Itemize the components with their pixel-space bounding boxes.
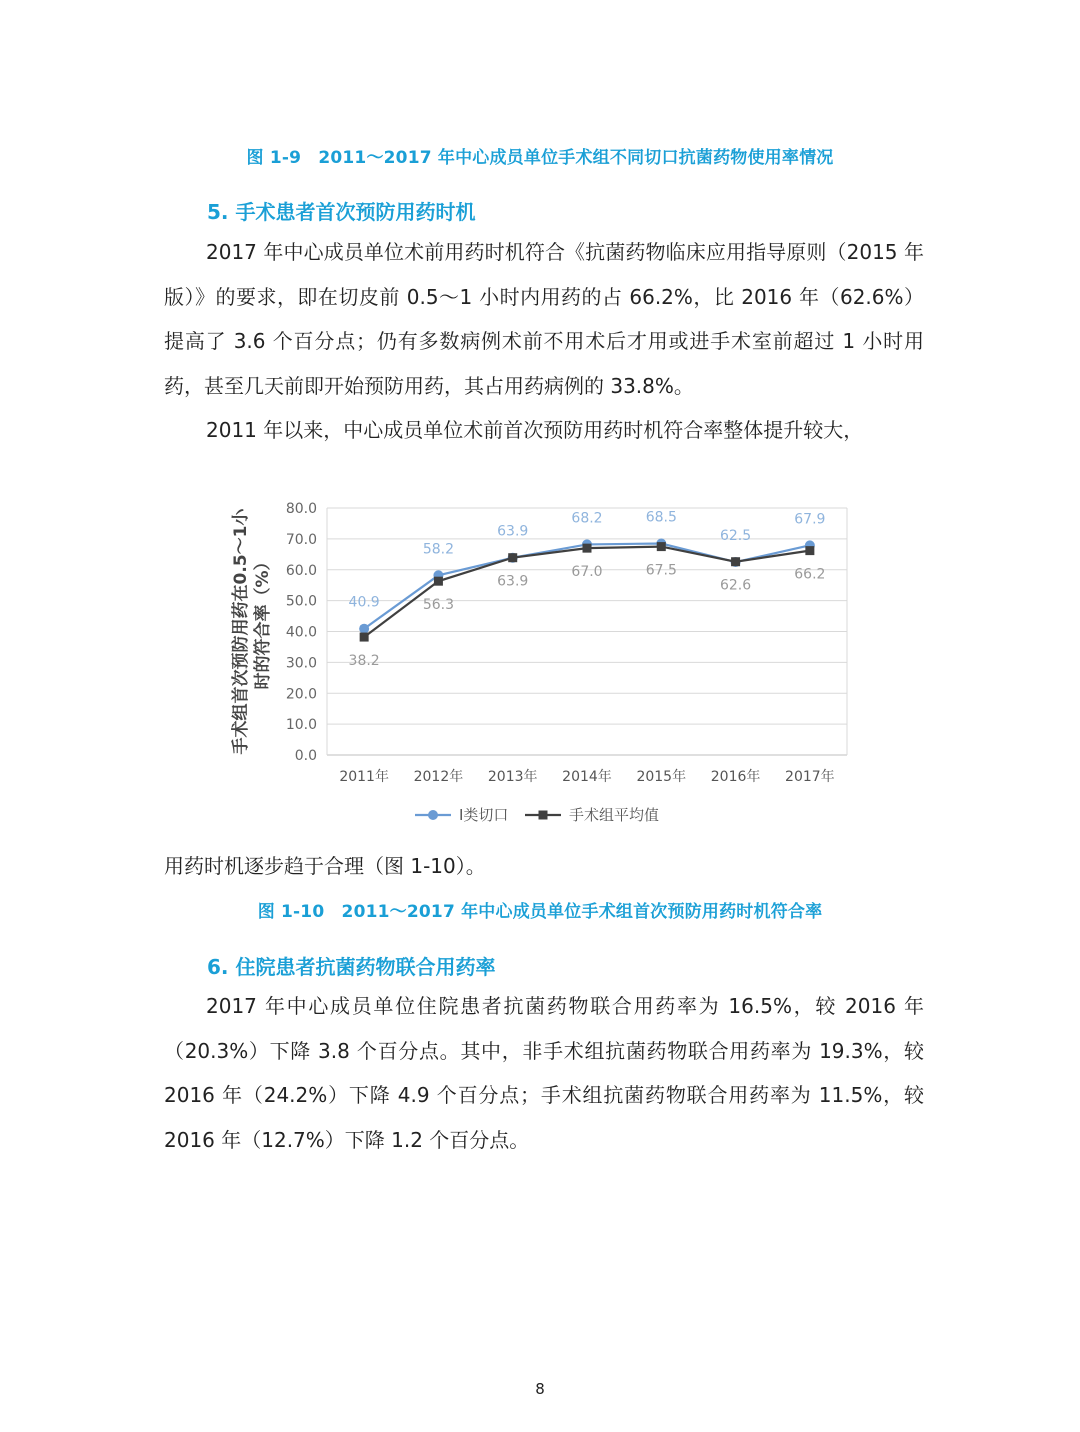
- section-6-title: 6. 住院患者抗菌药物联合用药率: [207, 955, 496, 979]
- section-6-paragraph-1: 2017 年中心成员单位住院患者抗菌药物联合用药率为 16.5%，较 2016 年（20.3%）下降 3.8 个百分点。其中，非手术组抗菌药物联合用药率为 19.3%，较 2016 年（24.2%）下降 4.9 个百分点；手术组抗菌药物联合用药率为 11.5%，较 2016 年（12.7%）下降 1.2 个百分点。: [164, 994, 924, 1152]
- figure-1-10-chart: [230, 495, 860, 840]
- y-tick-label: 70.0: [285, 531, 317, 548]
- data-label: 68.2: [571, 510, 603, 527]
- data-label: 38.2: [348, 653, 380, 670]
- y-axis-label-line-1: 手术组首次预防用药在0.5～1小: [231, 508, 251, 755]
- y-tick-label: 40.0: [285, 624, 317, 641]
- page-number: 8: [535, 1380, 545, 1398]
- y-tick-label: 30.0: [285, 655, 317, 672]
- y-tick-label: 20.0: [285, 686, 317, 703]
- data-label: 56.3: [422, 597, 455, 614]
- data-label: 62.6: [719, 577, 752, 594]
- section-5-title: 5. 手术患者首次预防用药时机: [207, 200, 476, 224]
- x-tick-label: 2017年: [785, 769, 835, 785]
- legend-marker: [539, 811, 548, 820]
- legend-label: 手术组平均值: [569, 806, 660, 824]
- section-5-paragraph-2-continued: 用药时机逐步趋于合理（图 1-10）。: [164, 854, 486, 878]
- section-5-paragraph-2: 2011 年以来，中心成员单位术前首次预防用药时机符合率整体提升较大，: [206, 418, 864, 442]
- y-tick-label: 0.0: [294, 748, 317, 764]
- data-point: [434, 577, 443, 586]
- data-point: [359, 624, 369, 634]
- x-tick-label: 2014年: [562, 769, 612, 785]
- x-tick-label: 2011年: [339, 769, 389, 785]
- data-point: [731, 557, 740, 566]
- data-label: 67.0: [571, 564, 603, 581]
- x-tick-label: 2012年: [413, 769, 464, 785]
- y-tick-label: 10.0: [285, 717, 317, 734]
- data-label: 67.5: [645, 562, 677, 579]
- y-axis-label-line-2: 时的符合率（%）: [253, 553, 273, 690]
- line-chart: [230, 495, 860, 840]
- data-point: [805, 546, 814, 555]
- figure-1-10-caption: 图 1-10 2011～2017 年中心成员单位手术组首次预防用药时机符合率: [257, 902, 823, 922]
- y-tick-label: 80.0: [285, 501, 317, 517]
- data-label: 40.9: [348, 594, 380, 611]
- data-label: 63.9: [497, 523, 529, 540]
- figure-1-9-caption: 图 1-9 2011～2017 年中心成员单位手术组不同切口抗菌药物使用率情况: [246, 148, 834, 168]
- data-label: 58.2: [422, 541, 455, 558]
- data-label: 62.5: [719, 528, 752, 545]
- data-point: [508, 553, 517, 562]
- x-tick-label: 2015年: [636, 769, 687, 785]
- data-label: 67.9: [794, 511, 826, 528]
- data-label: 63.9: [497, 573, 529, 590]
- y-tick-label: 60.0: [285, 562, 317, 579]
- data-label: 66.2: [794, 566, 826, 583]
- x-tick-label: 2013年: [487, 769, 538, 785]
- legend-marker: [428, 810, 438, 820]
- y-tick-label: 50.0: [285, 593, 317, 610]
- data-point: [657, 542, 666, 551]
- legend-label: Ⅰ类切口: [459, 806, 509, 824]
- section-5-paragraph-1: 2017 年中心成员单位术前用药时机符合《抗菌药物临床应用指导原则（2015 年版）》的要求，即在切皮前 0.5～1 小时内用药的占 66.2%，比 2016 年（62.6%）提高了 3.6 个百分点；仍有多数病例术前不用术后才用或进手术室前超过 1 小时用药，甚至几天前即开始预防用药，其占用药病例的 33.8%。: [164, 240, 924, 398]
- data-point: [360, 633, 369, 642]
- data-label: 68.5: [645, 509, 677, 526]
- data-point: [583, 544, 592, 553]
- x-tick-label: 2016年: [710, 769, 761, 785]
